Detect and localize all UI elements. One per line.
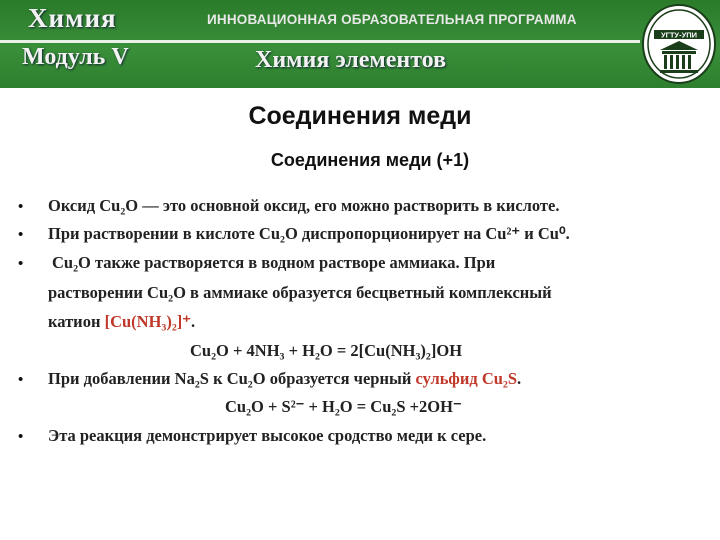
bullet-3-prefix: катион xyxy=(48,312,101,331)
bullet-3-end: . xyxy=(191,312,196,331)
bullet-marker: • xyxy=(18,255,24,272)
header-divider xyxy=(0,40,640,43)
bullet-5-text: Эта реакция демонстрирует высокое сродство меди к сере. xyxy=(48,426,487,445)
header-banner xyxy=(0,0,720,88)
bullet-4-end: . xyxy=(517,369,522,388)
sulfide-highlight: сульфид Cu₂S xyxy=(415,369,518,388)
bullet-marker: • xyxy=(18,428,24,445)
bullet-4-text xyxy=(48,369,521,389)
equation-2: Cu₂O + S²⁻ + H₂O = Cu₂S +2OH⁻ xyxy=(225,397,462,416)
copper-ammonia-ion: [Cu(NH₃)₂]⁺ xyxy=(104,312,192,331)
bullet-1-text: Оксид Cu₂O — это основной оксид, его можно растворить в кислоте. xyxy=(48,196,560,215)
bullet-2-text: При растворении в кислоте Cu₂O диспропорционирует на Cu²⁺ и Cu⁰. xyxy=(48,224,570,243)
bullet-marker: • xyxy=(18,198,24,215)
bullet-marker: • xyxy=(18,371,24,388)
bullet-3-line-2: растворении Cu₂O в аммиаке образуется бесцветный комплексный xyxy=(48,283,552,302)
subject-label: Химия xyxy=(28,3,117,33)
bullet-4-prefix: При добавлении Na₂S к Cu₂O образуется черный xyxy=(48,369,412,388)
module-label: Модуль V xyxy=(22,44,129,70)
logo-text: УГТУ-УПИ xyxy=(660,30,698,40)
bullet-3-line-3 xyxy=(48,312,195,332)
program-label: ИННОВАЦИОННАЯ ОБРАЗОВАТЕЛЬНАЯ ПРОГРАММА xyxy=(207,12,577,27)
section-title: Химия элементов xyxy=(255,47,447,73)
slide-title: Соединения меди xyxy=(248,102,472,130)
university-logo-icon xyxy=(640,2,718,86)
bullet-3-line-1: Cu₂O также растворяется в водном растворе аммиака. При xyxy=(52,253,496,272)
equation-1: Cu₂O + 4NH₃ + H₂O = 2[Cu(NH₃)₂]OH xyxy=(190,341,463,360)
bullet-marker: • xyxy=(18,226,24,243)
slide-subtitle: Соединения меди (+1) xyxy=(270,150,470,170)
